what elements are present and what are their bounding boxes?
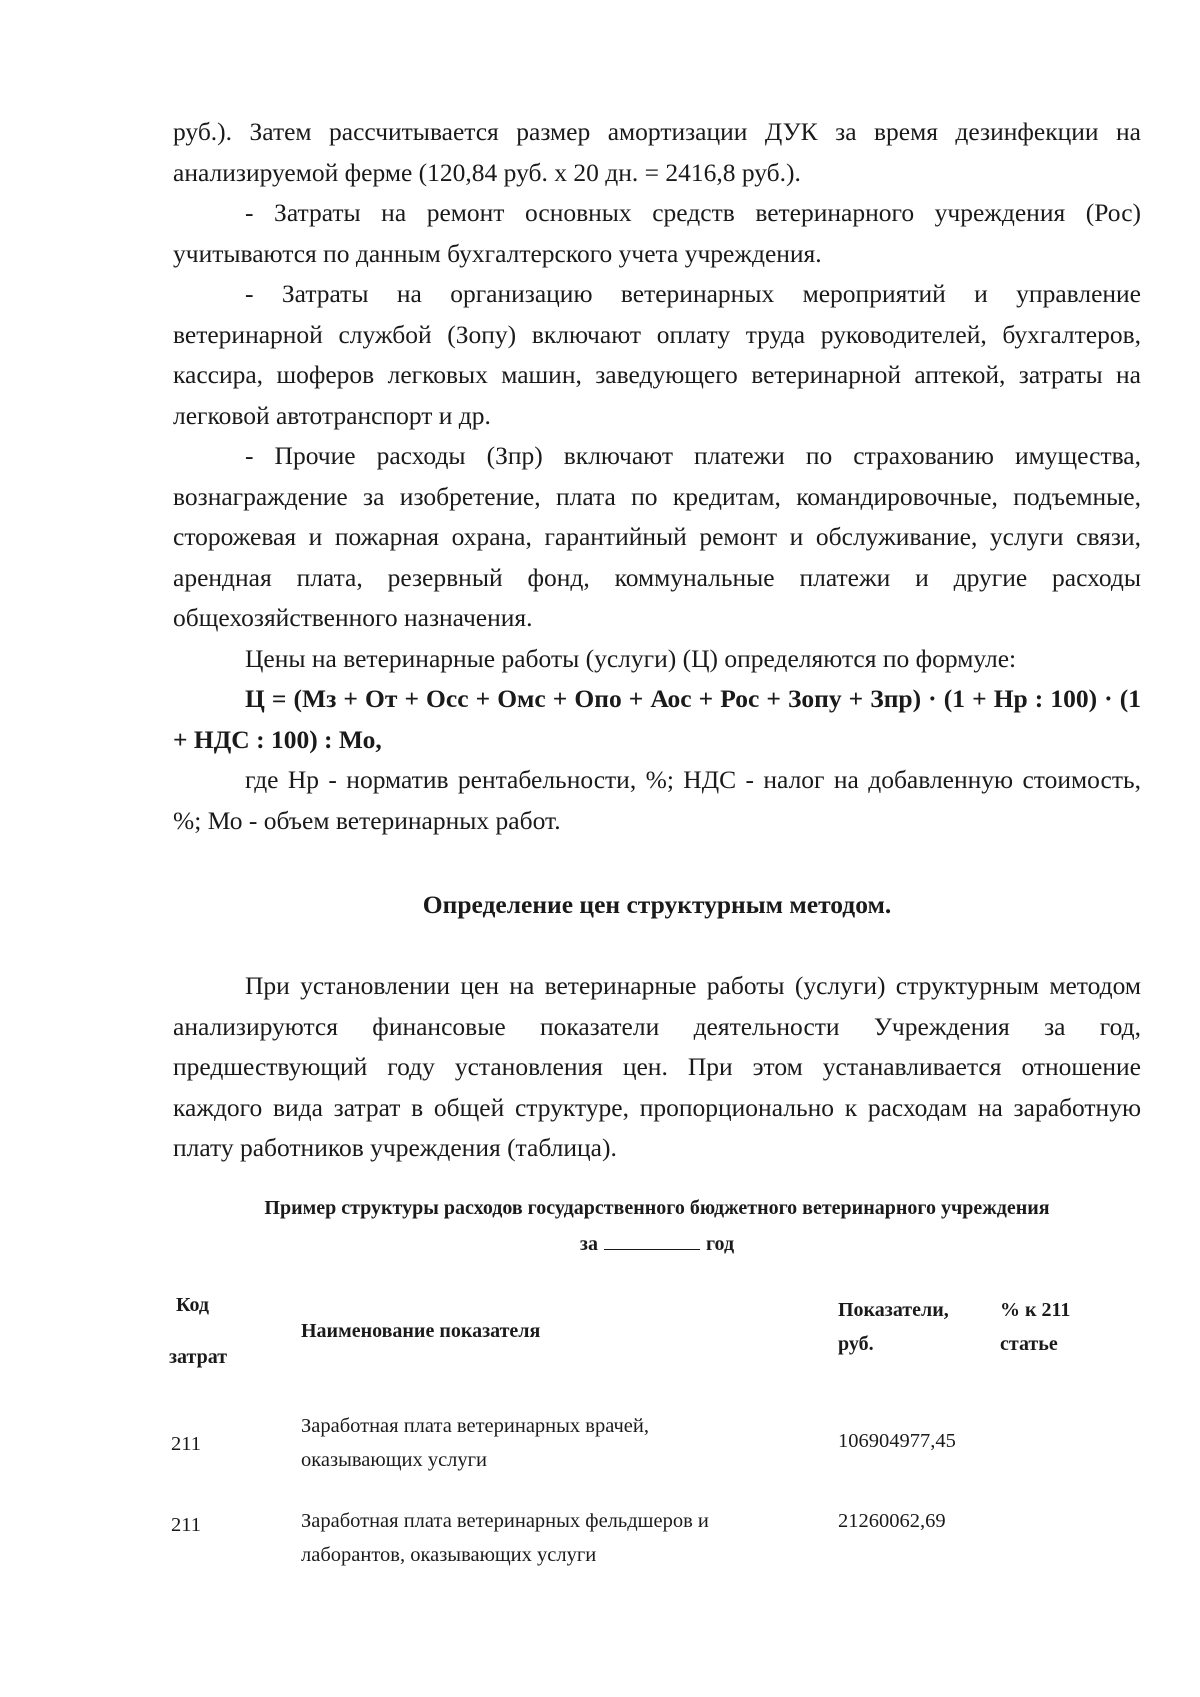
- paragraph-repair-costs: - Затраты на ремонт основных средств ветеринарного учреждения (Рос) учитываются по данным бухгалтерского учета учреждения.: [173, 198, 1141, 268]
- paragraph-structural-method: При установлении цен на ветеринарные работы (услуги) структурным методом анализируются финансовые показатели деятельности Учреждения за год, предшествующий году установления цен. При этом устанавливается отношение каждого вида затрат в общей структуре, пропорционально к расходам на заработную плату работников учреждения (таблица).: [173, 971, 1141, 1162]
- body-text-structural: [173, 966, 1141, 1169]
- row2-name-line1: Заработная плата ветеринарных фельдшеров и: [301, 1510, 709, 1532]
- row1-name-line2: оказывающих услуги: [301, 1449, 488, 1471]
- header-percent-line1: % к 211: [1000, 1299, 1071, 1321]
- year-blank-line: [604, 1231, 700, 1250]
- header-name: Наименование показателя: [301, 1320, 541, 1342]
- table-caption-title: Пример структуры расходов государственного бюджетного ветеринарного учреждения: [264, 1197, 1050, 1219]
- header-value-line1: Показатели,: [838, 1299, 949, 1321]
- row2-value: 21260062,69: [838, 1510, 946, 1532]
- header-value-line2: руб.: [838, 1333, 874, 1355]
- row2-code: 211: [171, 1514, 201, 1536]
- row1-value: 106904977,45: [838, 1430, 956, 1452]
- table-caption: [173, 1190, 1141, 1262]
- paragraph-management-costs: - Затраты на организацию ветеринарных мероприятий и управление ветеринарной службой (Зопу) включают оплату труда руководителей, бухгалтеров, кассира, шоферов легковых машин, заведующего ветеринарной аптекой, затраты на легковой автотранспорт и др.: [173, 279, 1141, 430]
- row1-code: 211: [171, 1433, 201, 1455]
- price-formula: Ц = (Мз + От + Осс + Омс + Опо + Аос + Рос + Зопу + Зпр) · (1 + Нр : 100) · (1 + НДС : 100) : Мо,: [173, 684, 1141, 754]
- formula-note: где Нр - норматив рентабельности, %; НДС - налог на добавленную стоимость, %; Мо - объем ветеринарных работ.: [173, 765, 1141, 835]
- table-caption-year-line: [173, 1226, 1141, 1262]
- row2-name-line2: лаборантов, оказывающих услуги: [301, 1544, 597, 1566]
- header-code-line1: Код: [176, 1294, 210, 1316]
- paragraph-amortization: руб.). Затем рассчитывается размер амортизации ДУК за время дезинфекции на анализируемой ферме (120,84 руб. х 20 дн. = 2416,8 руб.).: [173, 117, 1141, 187]
- table-caption-suffix: год: [705, 1233, 735, 1255]
- section-heading: Определение цен структурным методом.: [422, 890, 892, 919]
- header-percent-line2: статье: [1000, 1333, 1058, 1355]
- row1-name-line1: Заработная плата ветеринарных врачей,: [301, 1415, 649, 1437]
- paragraph-other-costs: - Прочие расходы (Зпр) включают платежи по страхованию имущества, вознаграждение за изобретение, плата по кредитам, командировочные, подъемные, сторожевая и пожарная охрана, гарантийный ремонт и обслуживание, услуги связи, арендная плата, резервный фонд, коммунальные платежи и другие расходы общехозяйственного назначения.: [173, 441, 1141, 632]
- table-caption-prefix: за: [579, 1233, 598, 1255]
- header-code-line2: затрат: [169, 1346, 228, 1368]
- paragraph-price-formula-intro: Цены на ветеринарные работы (услуги) (Ц) определяются по формуле:: [245, 643, 1017, 673]
- body-text-top: [173, 112, 1141, 841]
